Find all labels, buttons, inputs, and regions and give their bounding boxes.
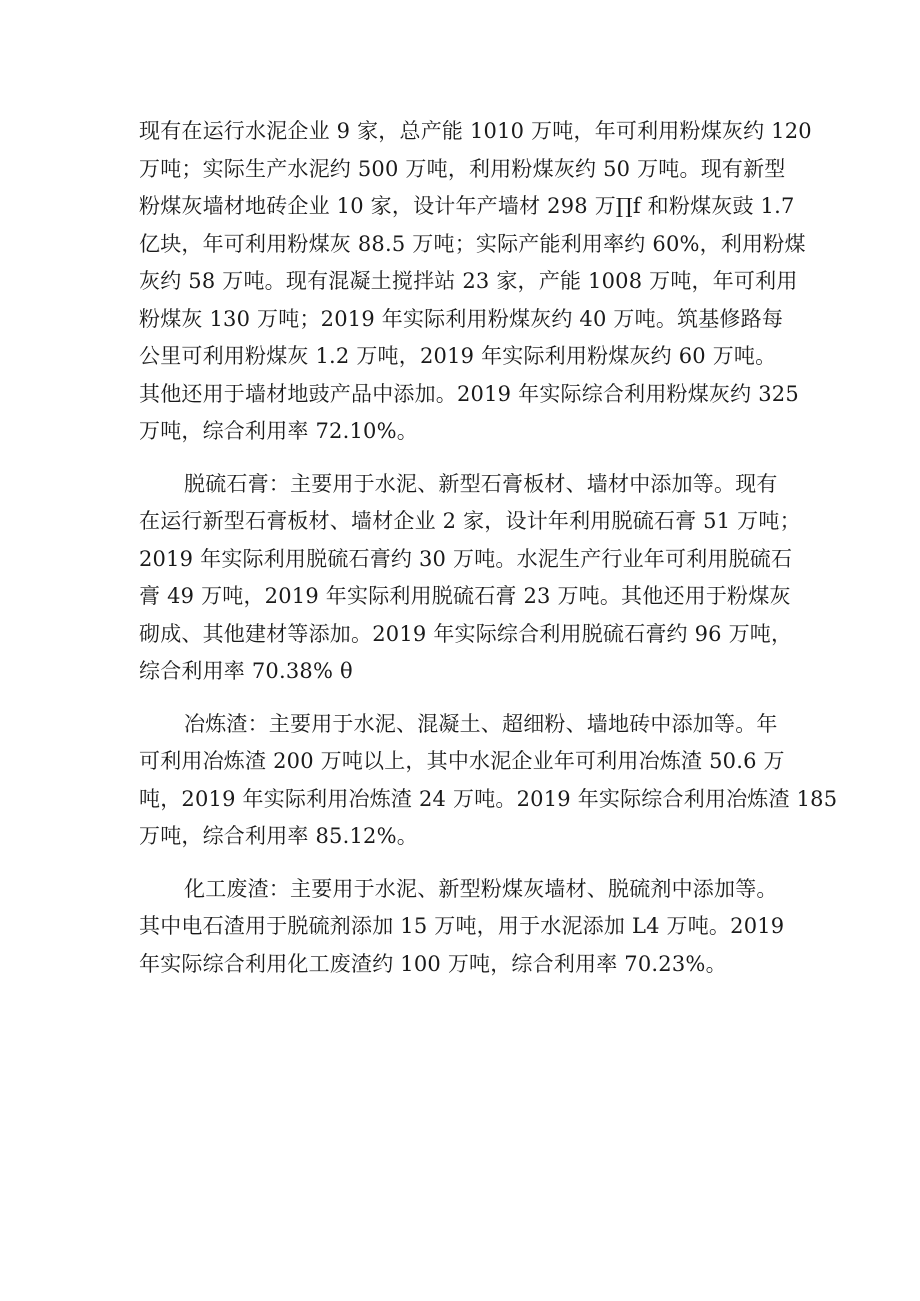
- text-line: 吨，2019 年实际利用冶炼渣 24 万吨。2019 年实际综合利用冶炼渣 185: [139, 786, 838, 811]
- paragraph-chemical: [139, 871, 799, 984]
- text-line: 综合利用率 70.38% θ: [139, 659, 353, 683]
- text-line: 年实际综合利用化工废渣约 100 万吨，综合利用率 70.23%。: [139, 951, 727, 976]
- text-line: 砌成、其他建材等添加。2019 年实际综合利用脱硫石膏约 96 万吨，: [139, 621, 793, 646]
- text-line: 化工废渣：主要用于水泥、新型粉煤灰墙材、脱硫剂中添加等。: [184, 876, 778, 901]
- text-line: 万吨，综合利用率 72.10%。: [139, 419, 418, 443]
- paragraph-gypsum: [139, 466, 799, 691]
- text-line: 粉煤灰墙材地砖企业 10 家，设计年产墙材 298 万∏f 和粉煤灰豉 1.7: [139, 194, 795, 218]
- text-line: 亿块，年可利用粉煤灰 88.5 万吨；实际产能利用率约 60%，利用粉煤: [139, 231, 806, 256]
- text-line: 冶炼渣：主要用于水泥、混凝土、超细粉、墙地砖中添加等。年: [184, 711, 778, 736]
- text-line: 现有在运行水泥企业 9 家，总产能 1010 万吨，年可利用粉煤灰约 120: [139, 119, 812, 143]
- paragraph-gap: [139, 451, 799, 466]
- document-body: [139, 113, 838, 983]
- text-line: 可利用冶炼渣 200 万吨以上，其中水泥企业年可利用冶炼渣 50.6 万: [139, 749, 785, 773]
- text-line: 其他还用于墙材地豉产品中添加。2019 年实际综合利用粉煤灰约 325: [139, 381, 799, 406]
- text-line: 公里可利用粉煤灰 1.2 万吨，2019 年实际利用粉煤灰约 60 万吨。: [139, 344, 777, 368]
- paragraph-fly-ash: [139, 113, 812, 451]
- paragraph-slag: [139, 706, 838, 856]
- text-line: 在运行新型石膏板材、墙材企业 2 家，设计年利用脱硫石膏 51 万吨；: [139, 509, 801, 533]
- text-line: 万吨，综合利用率 85.12%。: [139, 824, 418, 848]
- text-line: 万吨；实际生产水泥约 500 万吨，利用粉煤灰约 50 万吨。现有新型: [139, 156, 786, 181]
- text-line: 脱硫石膏：主要用于水泥、新型石膏板材、墙材中添加等。现有: [184, 471, 778, 496]
- text-line: 灰约 58 万吨。现有混凝土搅拌站 23 家，产能 1008 万吨，年可利用: [139, 269, 798, 293]
- text-line: 粉煤灰 130 万吨；2019 年实际利用粉煤灰约 40 万吨。筑基修路每: [139, 306, 784, 331]
- paragraph-gap: [139, 691, 799, 706]
- text-line: 2019 年实际利用脱硫石膏约 30 万吨。水泥生产行业年可利用脱硫石: [139, 546, 793, 571]
- text-line: 膏 49 万吨，2019 年实际利用脱硫石膏 23 万吨。其他还用于粉煤灰: [139, 584, 791, 608]
- text-line: 其中电石渣用于脱硫剂添加 15 万吨，用于水泥添加 L4 万吨。2019: [139, 914, 785, 938]
- paragraph-gap: [139, 856, 799, 871]
